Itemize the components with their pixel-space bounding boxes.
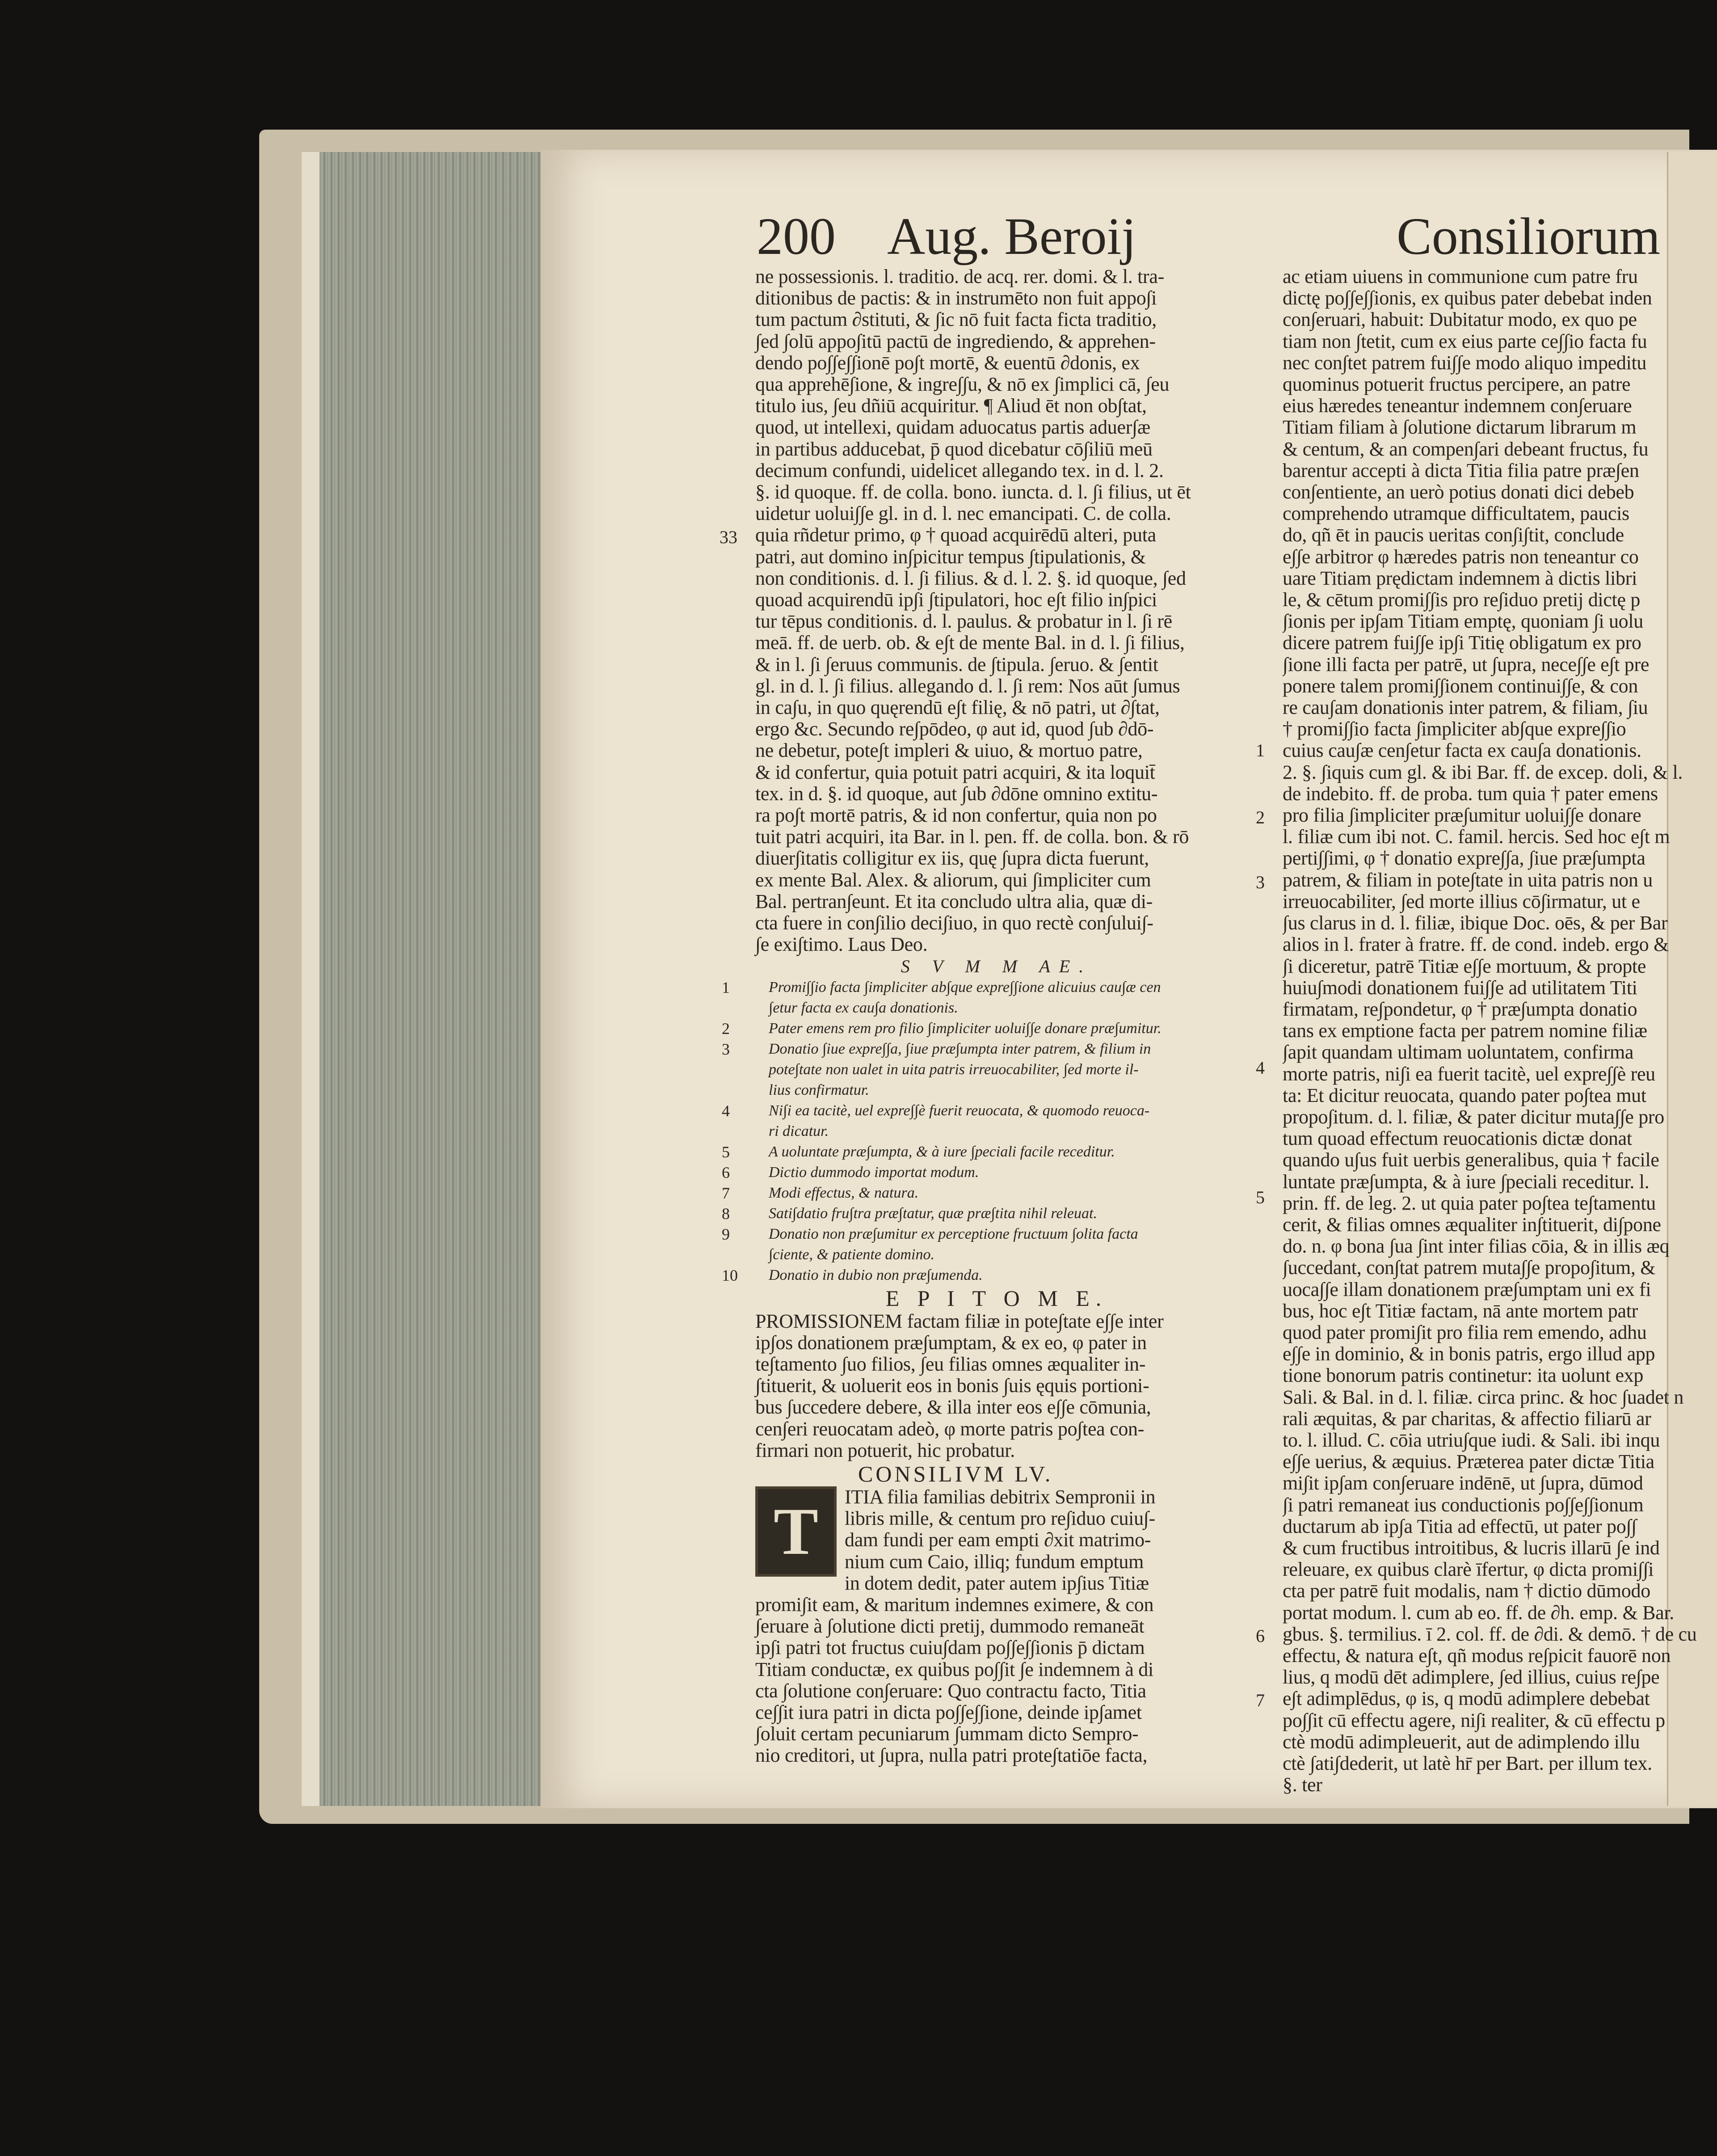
text-line: dendo po∫∫e∫∫ionē po∫t mortē, & euentū ∂donis, ex xyxy=(755,351,1140,374)
text-line: do. n. φ bona ∫ua ∫int inter filias cōia, & in illis æq xyxy=(1283,1235,1670,1257)
text-line: firmatam, re∫pondetur, φ † præ∫umpta donatio xyxy=(1283,998,1637,1020)
running-title: Consiliorum xyxy=(1397,207,1661,266)
text-line: tione bonorum patris continetur: ita uolunt exp xyxy=(1283,1364,1644,1387)
text-line: rali æquitas, & par charitas, & affectio filiarū ar xyxy=(1283,1407,1651,1430)
text-line: quoad acquirendū ip∫i ∫tipulatori, hoc e∫t filio in∫pici xyxy=(755,589,1157,611)
epitome-line: PROMISSIONEM factam filiæ in pote∫tate e∫∫e inter xyxy=(755,1310,1164,1332)
text-line: decimum confundi, uidelicet allegando tex. in d. l. 2. xyxy=(755,459,1164,481)
text-line: luntate præ∫umpta, & à iure ∫peciali receditur. l. xyxy=(1283,1170,1650,1193)
drop-initial-letter: T xyxy=(773,1494,819,1569)
consilium-line: ip∫i patri tot fructus cuiu∫dam po∫∫e∫∫ionis p̄ dictam xyxy=(755,1637,1145,1659)
text-line: irreuocabiliter, ∫ed morte illius cō∫irmatur, ut e xyxy=(1283,890,1640,912)
text-line: & centum, & an compen∫ari debeant fructus, fu xyxy=(1283,438,1649,460)
summary-item xyxy=(722,1162,1238,1183)
text-line: con∫eruari, habuit: Dubitatur modo, ex quo pe xyxy=(1283,308,1637,331)
epitome-line: firmari non potuerit, hic probatur. xyxy=(755,1439,1015,1461)
text-line: perti∫∫imi, φ † donatio expre∫∫a, ∫iue præ∫umpta xyxy=(1283,847,1645,869)
text-line: po∫∫it cū effectu agere, ni∫i realiter, & cū effectu p xyxy=(1283,1709,1665,1731)
epitome-heading: E P I T O M E. xyxy=(885,1285,1108,1311)
text-line: dictę po∫∫e∫∫ionis, ex quibus pater debebat inden xyxy=(1283,287,1652,309)
summary-number: 2 xyxy=(722,1019,730,1038)
text-line: tex. in d. §. id quoque, aut ∫ub ∂dōne omnino extitu- xyxy=(755,782,1158,805)
text-line: comprehendo utramque difficultatem, paucis xyxy=(1283,502,1629,525)
epitome-line: te∫tamento ∫uo filios, ∫eu filias omnes æqualiter in- xyxy=(755,1353,1146,1375)
text-line: ctè modū adimpleuerit, aut de adimplendo illu xyxy=(1283,1730,1640,1753)
text-line: ne debetur, pote∫t impleri & uiuo, & mortuo patre, xyxy=(755,739,1143,762)
margin-number: 7 xyxy=(1256,1690,1265,1710)
text-line: Sali. & Bal. in d. l. filiæ. circa princ. & hoc ∫uadet n xyxy=(1283,1386,1684,1408)
text-line: §. id quoque. ff. de colla. bono. iuncta. d. l. ∫i filius, ut ēt xyxy=(755,481,1191,503)
consilium-line: nium cum Caio, illiq; fundum emptum xyxy=(845,1550,1144,1573)
consilium-line: ce∫∫it iura patri in dicta po∫∫e∫∫ione, deinde ip∫amet xyxy=(755,1701,1142,1723)
summary-number: 7 xyxy=(722,1184,730,1202)
text-line: Bal. pertran∫eunt. Et ita concludo ultra alia, quæ di- xyxy=(755,890,1153,912)
text-line: ∫ionis per ip∫am Titiam emptę, quoniam ∫i uolu xyxy=(1283,610,1643,633)
text-line: to. l. illud. C. cōia utriu∫que iudi. & Sali. ibi inqu xyxy=(1283,1429,1660,1451)
text-line: quia rñdetur primo, φ † quoad acquirēdū alteri, puta xyxy=(755,524,1156,546)
text-line: eius hæredes teneantur indemnem con∫eruare xyxy=(1283,395,1632,417)
text-line: in ca∫u, in quo quęrendū e∫t filię, & nō patri, ut ∂∫tat, xyxy=(755,696,1160,719)
text-line: ∫e exi∫timo. Laus Deo. xyxy=(755,933,928,956)
text-line: do, qñ ēt in paucis ueritas con∫i∫tit, conclude xyxy=(1283,524,1624,546)
summary-number: 1 xyxy=(722,978,730,996)
right-column xyxy=(1283,266,1716,1796)
summary-text: Promi∫∫io facta ∫impliciter ab∫que expre∫∫ione alicuius cau∫æ cen xyxy=(769,979,1161,996)
text-line: qua apprehē∫ione, & ingre∫∫u, & nō ex ∫implici cā, ∫eu xyxy=(755,373,1170,396)
summary-text: ri dicatur. xyxy=(769,1122,829,1139)
text-line: portat modum. l. cum ab eo. ff. de ∂h. emp. & Bar. xyxy=(1283,1601,1674,1624)
text-line: prin. ff. de leg. 2. ut quia pater po∫tea te∫tamentu xyxy=(1283,1192,1656,1214)
text-line: ta: Et dicitur reuocata, quando pater po∫tea mut xyxy=(1283,1084,1646,1106)
text-line: releuare, ex quibus clarè īfertur, φ dicta promi∫∫i xyxy=(1283,1558,1654,1581)
consilium-line: ITIA filia familias debitrix Sempronii in xyxy=(845,1485,1156,1508)
text-line: patrem, & filiam in pote∫tate in uita patris non u xyxy=(1283,869,1653,891)
text-line: dicere patrem fui∫∫e ip∫i Titię obligatum ex pro xyxy=(1283,632,1641,654)
text-line: gl. in d. l. ∫i filius. allegando d. l. ∫i rem: Nos aūt ∫umus xyxy=(755,675,1180,697)
text-line: morte patris, ni∫i ea fuerit tacitè, uel expre∫∫è reu xyxy=(1283,1063,1655,1085)
text-line: cta fuere in con∫ilio deci∫iuo, in quo rectè con∫ului∫- xyxy=(755,912,1153,934)
text-line: meā. ff. de uerb. ob. & e∫t de mente Bal. in d. l. ∫i filius, xyxy=(755,632,1185,654)
consilium-line: ∫oluit certam pecuniarum ∫ummam dicto Sempro- xyxy=(755,1723,1139,1745)
text-line: uoca∫∫e illam donationem præ∫umptam uni ex fi xyxy=(1283,1278,1651,1300)
text-line: ∫ione illi facta per patrē, ut ∫upra, nece∫∫e e∫t pre xyxy=(1283,653,1650,675)
consilium-line: dam fundi per eam empti ∂xit matrimo- xyxy=(845,1529,1151,1551)
text-line: cta per patrē fuit modalis, nam † dictio dūmodo xyxy=(1283,1580,1650,1602)
summary-number: 5 xyxy=(722,1143,730,1161)
text-line: titulo ius, ∫eu dñiū acquiritur. ¶ Aliud ēt non ob∫tat, xyxy=(755,395,1147,417)
drop-initial xyxy=(755,1486,837,1577)
summary-text: Modi effectus, & natura. xyxy=(769,1184,919,1201)
text-line: patri, aut domino in∫picitur tempus ∫tipulationis, & xyxy=(755,545,1146,568)
summary-number: 8 xyxy=(722,1204,730,1223)
text-line: barentur accepti à dicta Titia filia patre præ∫en xyxy=(1283,459,1639,481)
text-line: e∫∫e in dominio, & in bonis patris, ergo illud app xyxy=(1283,1343,1655,1365)
text-line: quominus potuerit fructus percipere, an patre xyxy=(1283,373,1631,396)
text-line: de indebito. ff. de proba. tum quia † pater emens xyxy=(1283,782,1658,805)
summary-number: 3 xyxy=(722,1040,730,1058)
summary-number: 10 xyxy=(722,1266,738,1284)
text-line: cerit, & filias omnes æqualiter in∫tituerit, di∫pone xyxy=(1283,1213,1661,1236)
text-line: ponere talem promi∫∫ionem continui∫∫e, & con xyxy=(1283,675,1638,697)
summary-item xyxy=(722,977,1238,1018)
text-line: ra po∫t mortē patris, & id non confertur, quia non po xyxy=(755,804,1157,827)
text-line: uidetur uolui∫∫e gl. in d. l. nec emancipati. C. de colla. xyxy=(755,502,1171,525)
text-line: tur tēpus conditionis. d. l. paulus. & probatur in l. ∫i rē xyxy=(755,610,1172,633)
text-line: effectu, & natura e∫t, qñ modus re∫picit fauorē non xyxy=(1283,1645,1671,1667)
text-line: con∫entiente, an uerò potius donati dici debeb xyxy=(1283,481,1634,503)
summary-text: Donatio in dubio non præ∫umenda. xyxy=(769,1266,983,1283)
summary-text: ∫ciente, & patiente domino. xyxy=(769,1246,934,1263)
text-line: ditionibus de pactis: & in instrumēto non fuit appo∫i xyxy=(755,287,1157,309)
text-line: propo∫itum. d. l. filiæ, & pater dicitur muta∫∫e pro xyxy=(1283,1105,1664,1128)
text-line: ∫ed ∫olū appo∫itū pactū de ingrediendo, & apprehen- xyxy=(755,330,1156,352)
epitome-line: cen∫eri reuocatam adeò, φ morte patris po∫tea con- xyxy=(755,1418,1145,1440)
consilium-line: in dotem dedit, pater autem ip∫ius Titiæ xyxy=(845,1572,1149,1594)
text-line: ergo &c. Secundo re∫pōdeo, φ aut id, quod ∫ub ∂dō- xyxy=(755,718,1154,740)
text-line: ac etiam uiuens in communione cum patre fru xyxy=(1283,266,1638,287)
margin-number: 2 xyxy=(1256,807,1265,827)
summary-item xyxy=(722,1224,1238,1265)
summary-text: A uoluntate præ∫umpta, & à iure ∫peciali facile receditur. xyxy=(769,1143,1115,1160)
text-line: quod pater promi∫it pro filia rem emendo, adhu xyxy=(1283,1321,1647,1343)
text-line: gbus. §. termilius. ī 2. col. ff. de ∂di. & demō. † de cu xyxy=(1283,1623,1697,1645)
consilium-line: libris mille, & centum pro re∫iduo cuiu∫- xyxy=(845,1507,1155,1530)
summary-heading: S V M M AE. xyxy=(901,956,1093,976)
summary-item xyxy=(722,1183,1238,1203)
summary-number: 4 xyxy=(722,1101,730,1120)
text-line: re cau∫am donationis inter patrem, & filiam, ∫iu xyxy=(1283,696,1648,719)
summary-text: Pater emens rem pro filio ∫impliciter uolui∫∫e donare præ∫umitur. xyxy=(769,1020,1162,1037)
consilium-line: promi∫it eam, & maritum indemnes eximere, & con xyxy=(755,1593,1154,1616)
margin-number: 4 xyxy=(1256,1058,1265,1078)
margin-number: 5 xyxy=(1256,1187,1265,1207)
summary-item xyxy=(722,1142,1238,1162)
summary-text: Sati∫datio fru∫tra præ∫tatur, quæ præ∫tita nihil releuat. xyxy=(769,1205,1097,1222)
text-line: l. filiæ cum ibi not. C. famil. hercis. Sed hoc e∫t m xyxy=(1283,826,1670,848)
summary-text: Donatio ∫iue expre∫∫a, ∫iue præ∫umpta inter patrem, & filium in xyxy=(769,1040,1151,1057)
text-line: & in l. ∫i ∫eruus communis. de ∫tipula. ∫eruo. & ∫entit xyxy=(755,653,1158,675)
text-line: ductarum ab ip∫a Titia ad effectū, ut pater po∫∫ xyxy=(1283,1515,1637,1537)
text-line: quando u∫us fuit uerbis generalibus, quia † facile xyxy=(1283,1149,1659,1171)
catchword: §. ter xyxy=(1283,1774,1322,1796)
margin-number: 33 xyxy=(720,527,737,547)
text-line: le, & cētum promi∫∫is pro re∫iduo pretij dictę p xyxy=(1283,589,1641,611)
text-line: ∫uccedant, con∫tat patrem muta∫∫e propo∫itum, & xyxy=(1283,1257,1656,1279)
text-line: mi∫it ip∫am con∫eruare indēnē, ut ∫upra, dūmod xyxy=(1283,1472,1643,1494)
text-line: quod, ut intellexi, quidam aduocatus partis aduer∫æ xyxy=(755,416,1150,439)
text-line: & cum fructibus introitibus, & lucris illarū ∫e ind xyxy=(1283,1536,1660,1559)
text-line: in partibus adducebat, p̄ quod dicebatur cō∫iliū meū xyxy=(755,438,1153,460)
text-line: tum pactum ∂stituti, & ∫ic nō fuit facta ficta traditio, xyxy=(755,308,1157,331)
summary-text: lius confirmatur. xyxy=(769,1081,869,1098)
page-number: 200 xyxy=(757,207,836,266)
summary-text: Ni∫i ea tacitè, uel expre∫∫è fuerit reuocata, & quomodo reuoca- xyxy=(769,1102,1150,1119)
text-line: ∫i diceretur, patrē Titiæ e∫∫e mortuum, & propte xyxy=(1283,955,1646,977)
text-line: alios in l. frater à fratre. ff. de cond. indeb. ergo & xyxy=(1283,933,1669,956)
summary-item xyxy=(722,1039,1238,1101)
epitome-line: ∫tituerit, & uoluerit eos in bonis ∫uis ęquis portioni- xyxy=(755,1375,1149,1397)
text-line: e∫∫e uerius, & æquius. Præterea pater dictæ Titia xyxy=(1283,1451,1654,1473)
epitome-line: bus ∫uccedere debere, & illa inter eos e∫∫e cōmunia, xyxy=(755,1396,1151,1418)
text-line: ∫apit quandam ultimam uoluntatem, confirma xyxy=(1283,1041,1634,1063)
summary-item xyxy=(722,1203,1238,1224)
text-line: bus, hoc e∫t Titiæ factam, nā ante mortem patr xyxy=(1283,1300,1638,1322)
text-line: ne possessionis. l. traditio. de acq. rer. domi. & l. tra- xyxy=(755,266,1164,287)
text-line: ex mente Bal. Alex. & aliorum, qui ∫impliciter cum xyxy=(755,869,1151,891)
consilium-line: ∫eruare à ∫olutione dicti pretij, dummodo remaneāt xyxy=(755,1615,1145,1637)
text-line: e∫∫e arbitror φ hæredes patris non teneantur co xyxy=(1283,545,1639,568)
text-line: ∫i patri remaneat ius conductionis po∫∫e∫∫ionum xyxy=(1283,1494,1644,1516)
summary-text: Dictio dummodo importat modum. xyxy=(769,1164,979,1181)
running-author: Aug. Beroij xyxy=(887,207,1136,266)
text-line: ∫us clarus in d. l. filiæ, ibique Doc. oēs, & per Bar xyxy=(1283,912,1668,934)
consilium-line: nio creditori, ut ∫upra, nulla patri prote∫tatiōe facta, xyxy=(755,1744,1148,1767)
text-line: huiu∫modi donationem fui∫∫e ad utilitatem Titi xyxy=(1283,976,1637,999)
summary-item xyxy=(722,1101,1238,1142)
text-line: tum quoad effectum reuocationis dictæ donat xyxy=(1283,1127,1632,1150)
text-line: uare Titiam prędictam indemnem à dictis libri xyxy=(1283,567,1637,589)
text-line: diuer∫itatis colligitur ex iis, quę ∫upra dicta fuerunt, xyxy=(755,847,1149,869)
summary-item xyxy=(722,1265,1238,1286)
text-line: ctè ∫ati∫dederit, ut latè hr̄ per Bart. per illum tex. xyxy=(1283,1752,1652,1775)
drop-initial-block xyxy=(755,1486,1238,1594)
text-line: nec con∫tet patrem fui∫∫e modo aliquo impeditu xyxy=(1283,351,1647,374)
margin-number: 6 xyxy=(1256,1626,1265,1646)
consilium-line: cta ∫olutione con∫eruare: Quo contractu facto, Titia xyxy=(755,1679,1146,1702)
text-line: pro filia ∫impliciter præ∫umitur uolui∫∫e donare xyxy=(1283,804,1641,827)
text-line: cuius cau∫æ cen∫etur facta ex cau∫a donationis. xyxy=(1283,739,1641,762)
margin-number: 3 xyxy=(1256,872,1265,892)
consilium-heading: CONSILIVM LV. xyxy=(858,1461,1053,1486)
text-line: tans ex emptione facta per patrem nomine filiæ xyxy=(1283,1020,1647,1042)
text-line: 2. §. ∫iquis cum gl. & ibi Bar. ff. de excep. doli, & l. xyxy=(1283,761,1683,783)
consilium-line: Titiam conductæ, ex quibus po∫∫it ∫e indemnem à di xyxy=(755,1658,1153,1680)
summary-text: ∫etur facta ex cau∫a donationis. xyxy=(769,999,958,1016)
text-line: lius, q modū dēt adimplere, ∫ed illius, cuius re∫pe xyxy=(1283,1666,1660,1688)
summary-number: 9 xyxy=(722,1225,730,1243)
margin-number: 1 xyxy=(1256,740,1265,760)
text-line: non conditionis. d. l. ∫i filius. & d. l. 2. §. id quoque, ∫ed xyxy=(755,567,1186,589)
text-line: tiam non ∫tetit, cum ex eius parte ce∫∫io facta fu xyxy=(1283,330,1647,352)
text-line: tuit patri acquiri, ita Bar. in l. pen. ff. de colla. bon. & rō xyxy=(755,826,1189,848)
summary-item xyxy=(722,1018,1238,1039)
summary-number: 6 xyxy=(722,1163,730,1181)
summary-text: pote∫tate non ualet in uita patris irreuocabiliter, ∫ed morte il- xyxy=(769,1061,1139,1078)
summary-text: Donatio non præ∫umitur ex perceptione fructuum ∫olita facta xyxy=(769,1225,1138,1242)
text-line: Titiam filiam à ∫olutione dictarum librarum m xyxy=(1283,416,1637,439)
text-line: & id confertur, quia potuit patri acquiri, & ita loquit̄ xyxy=(755,761,1155,783)
epitome-line: ip∫os donationem præ∫umptam, & ex eo, φ pater in xyxy=(755,1331,1147,1354)
text-line: † promi∫∫io facta ∫impliciter ab∫que expre∫∫io xyxy=(1283,718,1626,740)
text-line: e∫t adimplēdus, φ is, q modū adimplere debebat xyxy=(1283,1688,1650,1710)
